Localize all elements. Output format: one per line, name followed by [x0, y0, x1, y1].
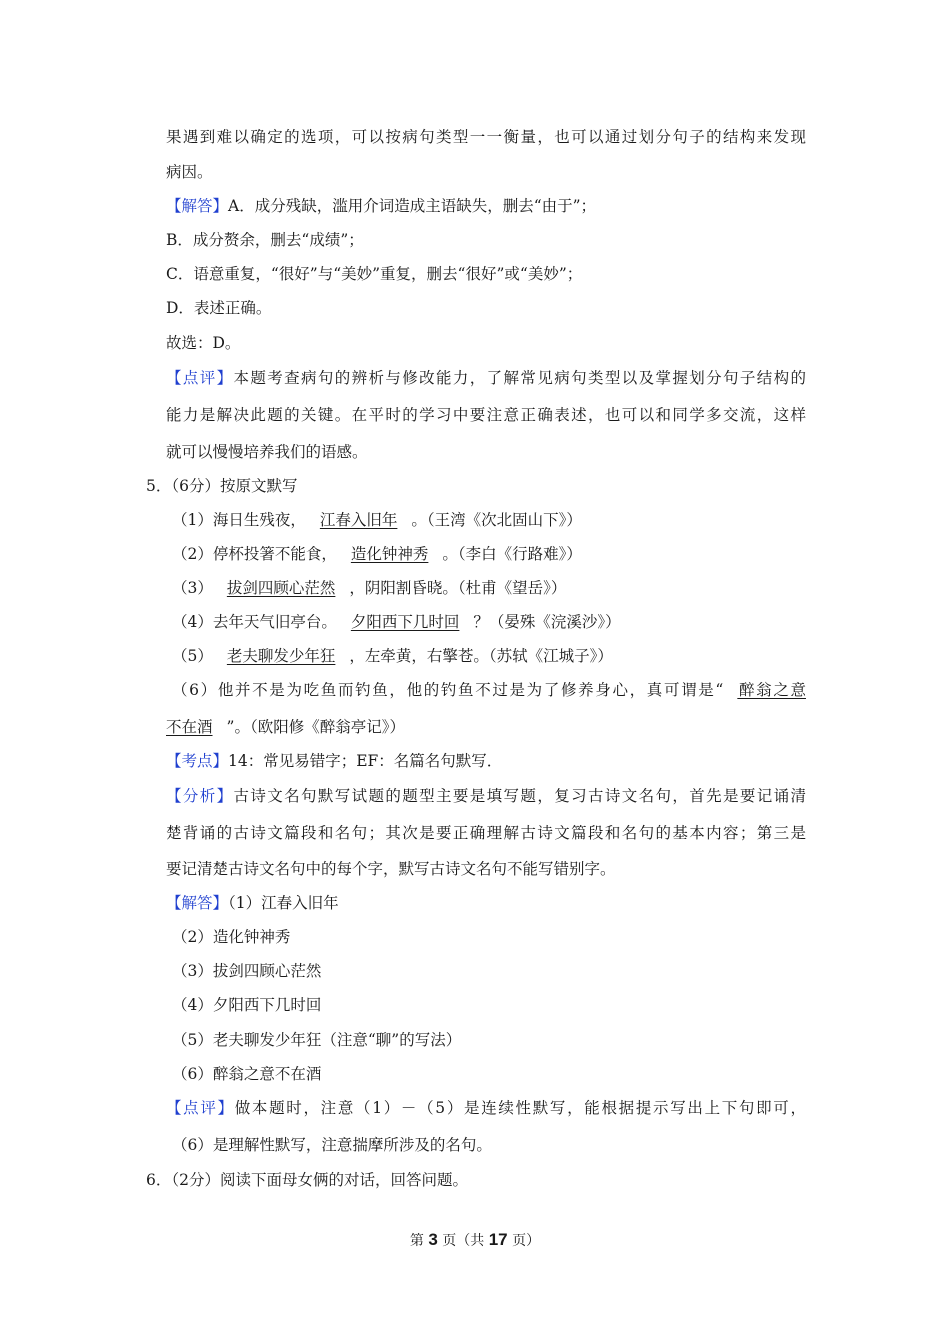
fill-blank: 不在酒	[166, 718, 213, 736]
q5-item: （1）海日生残夜， 江春入旧年 。（王湾《次北固山下》）	[172, 511, 582, 529]
answer-choice: 故选：D。	[166, 334, 241, 352]
jieda-line: （2）造化钟神秀	[172, 928, 291, 946]
answer-c: C．语意重复，“很好”与“美妙”重复，删去“很好”或“美妙”；	[166, 265, 583, 283]
q5-item: （5） 老夫聊发少年狂 ，左牵黄，右擎苍。（苏轼《江城子》）	[172, 647, 613, 665]
jieda-line: （5）老夫聊发少年狂（注意“聊”的写法）	[172, 1031, 462, 1049]
q5-item-cont: 不在酒 ”。（欧阳修《醉翁亭记》）	[166, 718, 405, 736]
dianping-line: 【点评】做本题时，注意（1）－（5）是连续性默写，能根据提示写出上下句即可，	[166, 1099, 806, 1117]
jieda-line: （3）拔剑四顾心茫然	[172, 962, 322, 980]
fenxi-line: 要记清楚古诗文名句中的每个字，默写古诗文名句不能写错别字。	[166, 860, 616, 878]
kaodian-line: 【考点】14：常见易错字；EF：名篇名句默写．	[166, 752, 503, 770]
jieda-tag: 【解答】	[166, 894, 229, 912]
fenxi-line: 【分析】古诗文名句默写试题的题型主要是填写题，复习古诗文名句，首先是要记诵清	[166, 787, 806, 805]
page-footer: 第 3 页（共 17 页）	[409, 1230, 541, 1249]
q5-item: （3） 拔剑四顾心茫然 ，阴阳割昏晓。（杜甫《望岳》）	[172, 579, 567, 597]
q5-item: （2）停杯投箸不能食， 造化钟神秀 。（李白《行路难》）	[172, 545, 582, 563]
answer-tag: 【解答】	[166, 197, 229, 215]
question-5-title: 5．（6分）按原文默写	[146, 477, 298, 495]
paragraph-line: 病因。	[166, 163, 213, 181]
question-6-title: 6．（2分）阅读下面母女俩的对话，回答问题。	[146, 1171, 468, 1189]
comment-tag: 【点评】	[166, 369, 234, 387]
answer-b: B．成分赘余，删去“成绩”；	[166, 231, 364, 249]
fill-blank: 造化钟神秀	[350, 545, 429, 563]
q5-item: （4）去年天气旧亭台。 夕阳西下几时回 ？（晏殊《浣溪沙》）	[172, 613, 621, 631]
fenxi-line: 楚背诵的古诗文篇段和名句；其次是要正确理解古诗文篇段和名句的基本内容；第三是	[166, 824, 806, 842]
fill-blank: 老夫聊发少年狂	[226, 647, 336, 665]
fill-blank: 拔剑四顾心茫然	[226, 579, 336, 597]
fill-blank: 夕阳西下几时回	[350, 613, 460, 631]
jieda-line: （4）夕阳西下几时回	[172, 996, 322, 1014]
dianping-line: （6）是理解性默写，注意揣摩所涉及的名句。	[172, 1136, 492, 1154]
comment-line: 能力是解决此题的关键。在平时的学习中要注意正确表述，也可以和同学多交流，这样	[166, 406, 806, 424]
q5-item: （6）他并不是为吃鱼而钓鱼，他的钓鱼不过是为了修养身心，真可谓是“ 醉翁之意	[172, 681, 806, 699]
kaodian-tag: 【考点】	[166, 752, 229, 770]
dianping-tag: 【点评】	[166, 1099, 235, 1117]
page-total: 17	[488, 1230, 508, 1249]
jieda-line: （6）醉翁之意不在酒	[172, 1065, 322, 1083]
page-number: 3	[428, 1230, 438, 1249]
fenxi-tag: 【分析】	[166, 787, 234, 805]
paragraph-line: 果遇到难以确定的选项，可以按病句类型一一衡量，也可以通过划分句子的结构来发现	[166, 128, 806, 146]
answer-text: A．成分残缺，滥用介词造成主语缺失，删去“由于”；	[228, 197, 597, 215]
fill-blank: 醉翁之意	[737, 681, 806, 699]
comment-line: 就可以慢慢培养我们的语感。	[166, 443, 368, 461]
comment-text: 本题考查病句的辨析与修改能力，了解常见病句类型以及掌握划分句子结构的	[233, 369, 806, 387]
answer-d: D．表述正确。	[166, 299, 272, 317]
comment-line	[166, 368, 806, 388]
jieda-line: 【解答】（1）江春入旧年	[166, 894, 339, 912]
answer-a	[166, 196, 596, 216]
fill-blank: 江春入旧年	[319, 511, 398, 529]
